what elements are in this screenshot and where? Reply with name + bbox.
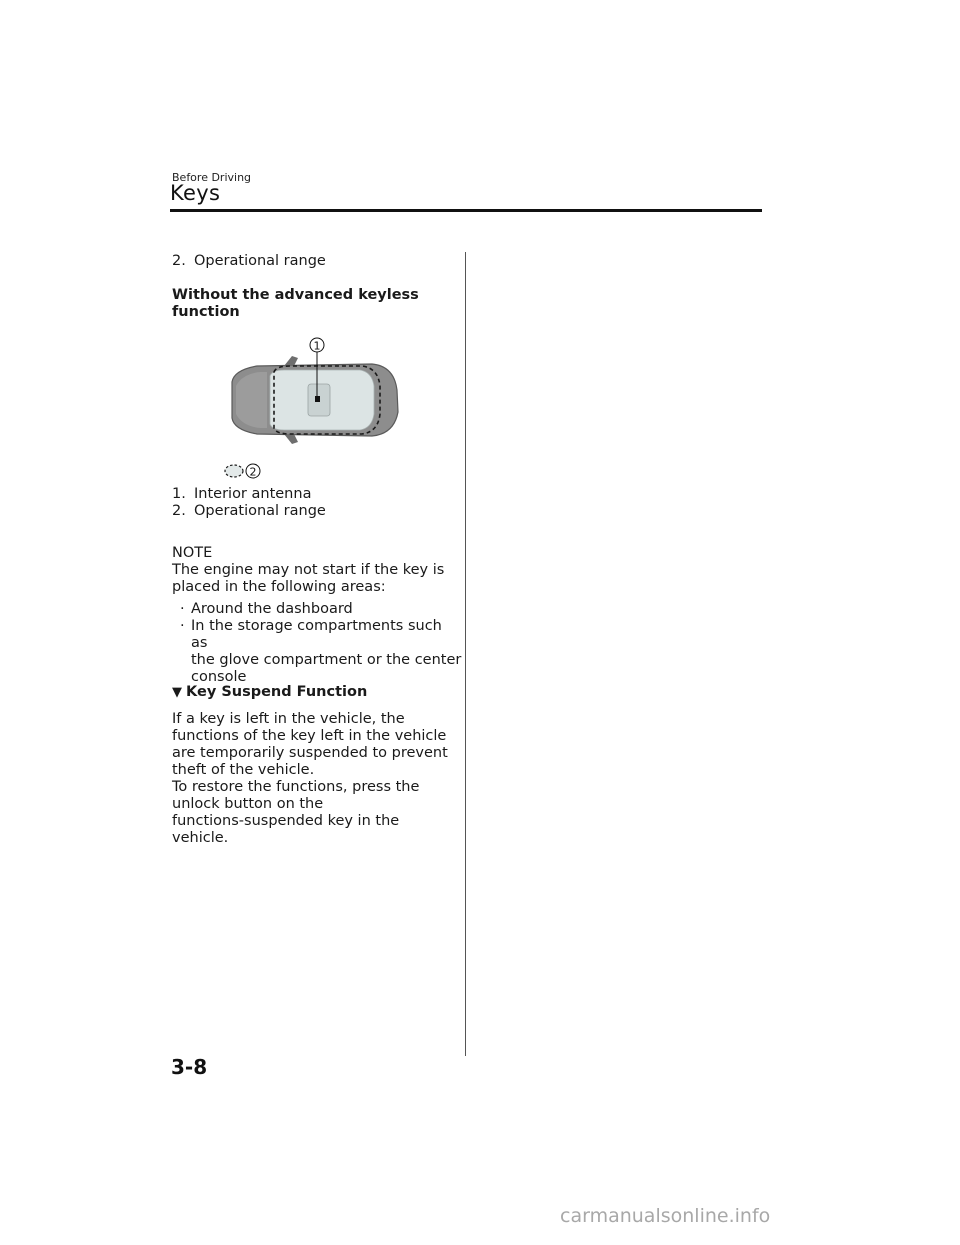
key-suspend-section — [172, 684, 462, 847]
note-bullet-line-2: the glove compartment or the center — [191, 652, 462, 668]
note-bullet — [172, 618, 462, 686]
page-title: Keys — [170, 181, 221, 205]
car-mirror-top — [284, 356, 298, 366]
header-rule — [170, 209, 762, 212]
bullet-dot: · — [180, 601, 185, 617]
note-bullet — [172, 601, 462, 618]
intro-list-item — [172, 253, 462, 270]
section-label: Before Driving — [172, 171, 252, 184]
legend-item-number: 2. — [172, 503, 186, 519]
key-suspend-heading-text: Key Suspend Function — [186, 684, 368, 700]
key-suspend-heading — [172, 684, 462, 701]
callout-2-label: 2 — [249, 465, 257, 479]
diagram-legend — [172, 486, 462, 520]
triangle-marker-icon: ▼ — [172, 685, 182, 700]
key-suspend-line: theft of the vehicle. — [172, 762, 315, 778]
key-suspend-line: functions of the key left in the vehicle — [172, 728, 447, 744]
key-suspend-line: are temporarily suspended to prevent — [172, 745, 448, 761]
column-divider — [465, 252, 466, 1056]
legend-item-text: Operational range — [194, 503, 326, 519]
key-suspend-line: To restore the functions, press the — [172, 779, 420, 795]
note-bullet-line-1: In the storage compartments such as — [191, 618, 442, 651]
subheading-line-2: function — [172, 304, 240, 320]
subheading-line-1: Without the advanced keyless — [172, 287, 419, 303]
car-hood-shading — [236, 372, 267, 428]
interior-antenna — [315, 396, 320, 402]
key-suspend-line: If a key is left in the vehicle, the — [172, 711, 405, 727]
note-bullet-line-3: console — [191, 669, 247, 685]
car-mirror-bottom — [284, 434, 298, 444]
intro-item-text: Operational range — [194, 253, 326, 269]
note-block — [172, 545, 462, 686]
bullet-dot: · — [180, 618, 185, 634]
footer-watermark: carmanualsonline.info — [560, 1205, 771, 1227]
legend-item — [172, 486, 462, 503]
intro-item-number: 2. — [172, 253, 186, 269]
legend-item-text: Interior antenna — [194, 486, 312, 502]
car-range-diagram — [212, 330, 412, 480]
note-heading: NOTE — [172, 545, 213, 561]
key-suspend-line: unlock button on the — [172, 796, 324, 812]
subheading — [172, 287, 462, 321]
callout-1-label: 1 — [313, 339, 321, 353]
key-suspend-line: functions-suspended key in the — [172, 813, 400, 829]
range-legend-symbol — [225, 465, 243, 477]
page-number: 3-8 — [171, 1055, 208, 1079]
legend-item — [172, 503, 462, 520]
note-text-line-1: The engine may not start if the key is — [172, 562, 445, 578]
note-text-line-2: placed in the following areas: — [172, 579, 386, 595]
key-suspend-line: vehicle. — [172, 830, 229, 846]
note-bullet-text: Around the dashboard — [191, 601, 353, 617]
legend-item-number: 1. — [172, 486, 186, 502]
